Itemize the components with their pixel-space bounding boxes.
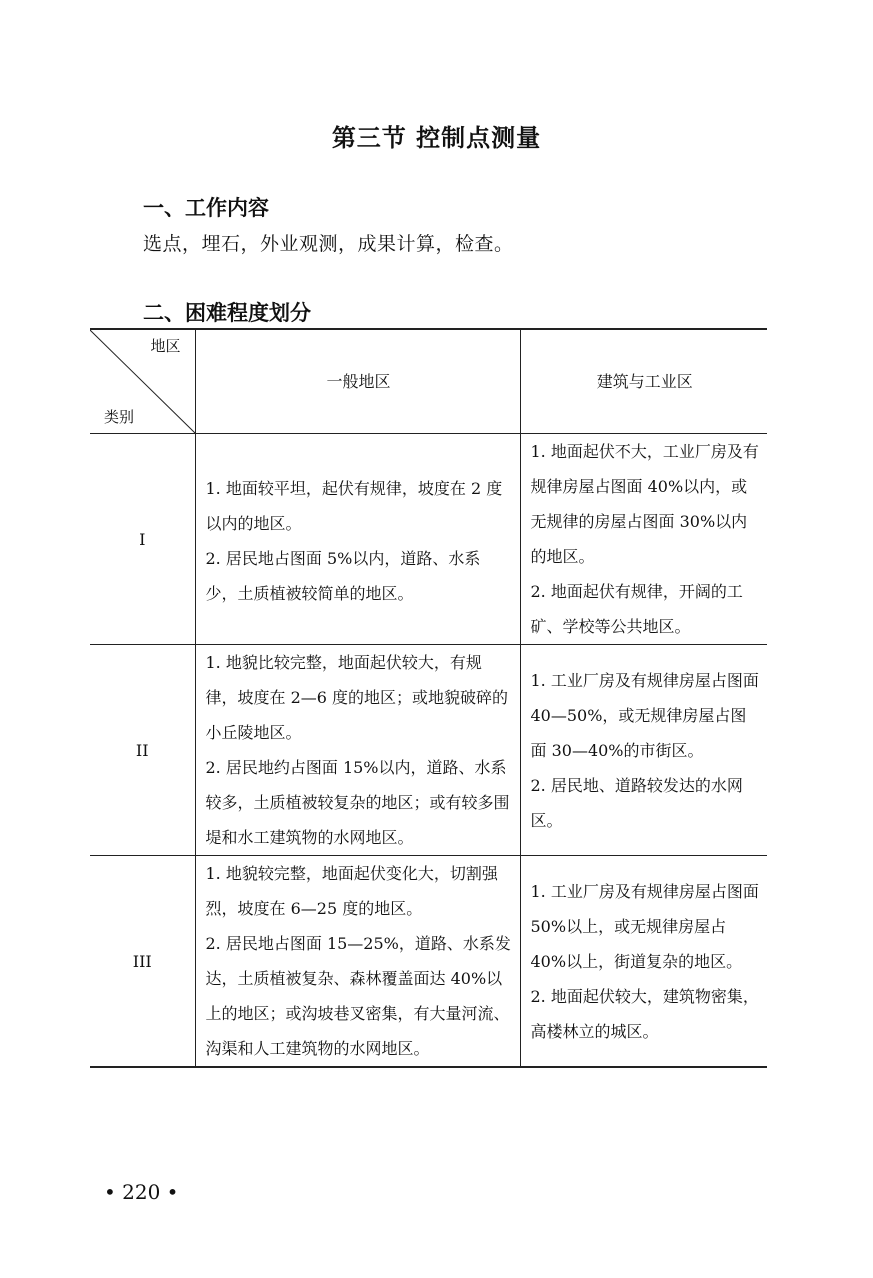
corner-cell (90, 329, 195, 434)
building-item: 2. 居民地、道路较发达的水网区。 (530, 775, 743, 830)
general-cell (195, 645, 520, 856)
general-item: 1. 地貌较完整，地面起伏变化大，切割强烈，坡度在 6—25 度的地区。 (205, 864, 498, 918)
category-cell: III (90, 856, 195, 1068)
building-cell (520, 645, 767, 856)
building-item: 1. 地面起伏不大，工业厂房及有规律房屋占图面 40%以内，或无规律的房屋占图面 30%以内的地区。 (530, 442, 759, 566)
table-row (90, 434, 767, 645)
difficulty-heading: 二、困难程度划分 (143, 301, 311, 325)
building-item: 2. 地面起伏较大，建筑物密集，高楼林立的城区。 (530, 986, 759, 1041)
general-item: 1. 地面较平坦，起伏有规律，坡度在 2 度以内的地区。 (205, 478, 503, 533)
building-item: 2. 地面起伏有规律，开阔的工矿、学校等公共地区。 (530, 582, 743, 636)
table-header-row (90, 329, 767, 434)
work-content-text: 选点，埋石，外业观测，成果计算，检查。 (143, 233, 514, 255)
general-item: 2. 居民地约占图面 15%以内，道路、水系较多，土质植被较复杂的地区；或有较多围堤和水工建筑物的水网地区。 (205, 758, 510, 847)
building-cell (520, 856, 767, 1068)
work-content-heading: 一、工作内容 (143, 196, 269, 220)
category-cell: II (90, 645, 195, 856)
corner-label-region: 地区 (150, 337, 181, 355)
general-item: 2. 居民地占图面 5%以内，道路、水系少，土质植被较简单的地区。 (205, 548, 481, 603)
corner-label-category: 类别 (104, 408, 135, 426)
general-cell (195, 856, 520, 1068)
building-item: 1. 工业厂房及有规律房屋占图面 40—50%，或无规律房屋占图面 30—40%的市街区。 (530, 670, 759, 760)
table-row (90, 856, 767, 1068)
page-number: • 220 • (104, 1180, 179, 1204)
table-row (90, 645, 767, 856)
category-cell: I (90, 434, 195, 645)
general-cell (195, 434, 520, 645)
header-building-industrial-area: 建筑与工业区 (520, 329, 767, 434)
general-item: 1. 地貌比较完整，地面起伏较大，有规律，坡度在 2—6 度的地区；或地貌破碎的小丘陵地区。 (205, 653, 509, 742)
difficulty-table (90, 328, 767, 1068)
building-item: 1. 工业厂房及有规律房屋占图面 50%以上，或无规律房屋占 40%以上，街道复杂的地区。 (530, 881, 759, 971)
header-general-area: 一般地区 (195, 329, 520, 434)
building-cell (520, 434, 767, 645)
general-item: 2. 居民地占图面 15—25%，道路、水系发达，土质植被复杂、森林覆盖面达 40%以上的地区；或沟坡巷叉密集，有大量河流、沟渠和人工建筑物的水网地区。 (205, 934, 511, 1058)
section-title: 第三节 控制点测量 (331, 124, 542, 152)
